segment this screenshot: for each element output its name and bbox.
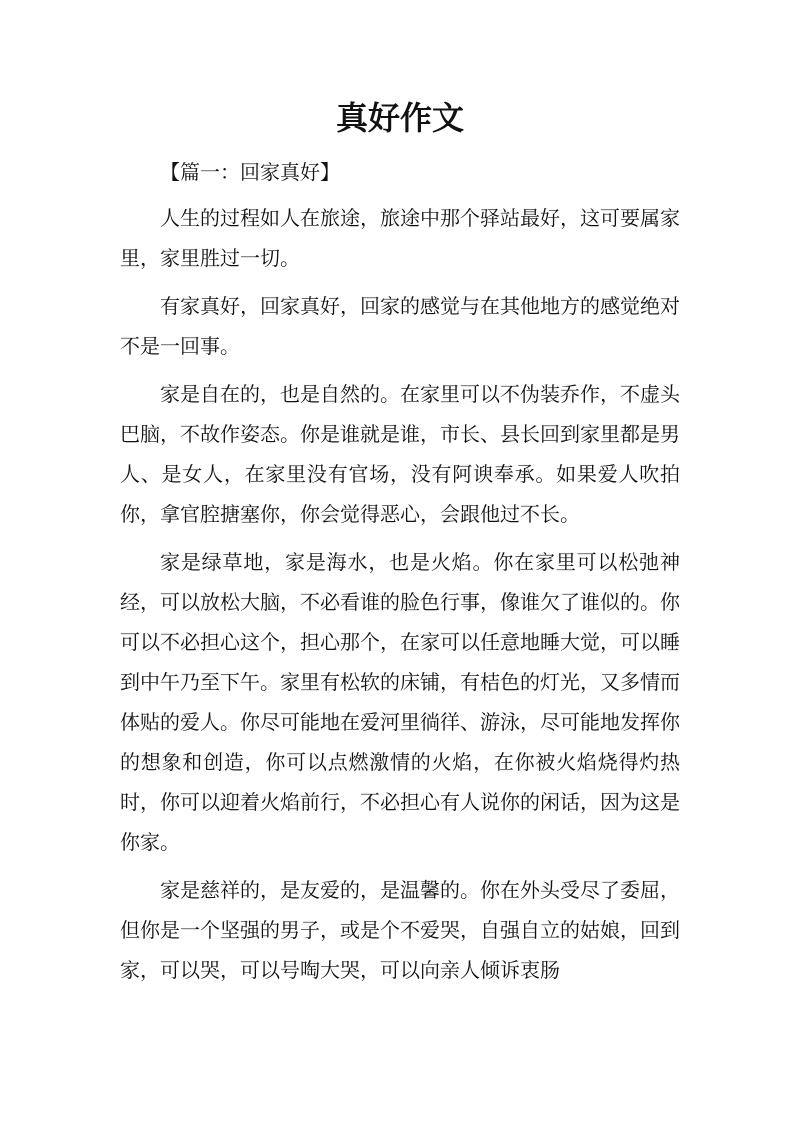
paragraph-3: 家是自在的，也是自然的。在家里可以不伪装乔作，不虚头巴脑，不故作姿态。你是谁就是谁，市长、县长回到家里都是男人、是女人，在家里没有官场，没有阿谀奉承。如果爱人吹拍你，拿官腔搪塞你，你会觉得恶心，会跟他过不长。 [120,382,680,526]
paragraph-4: 家是绿草地，家是海水，也是火焰。你在家里可以松弛神经，可以放松大脑，不必看谁的脸色行事，像谁欠了谁似的。你可以不必担心这个，担心那个，在家可以任意地睡大觉，可以睡到中午乃至下午。家里有松软的床铺，有桔色的灯光，又多情而体贴的爱人。你尽可能地在爱河里徜徉、游泳，尽可能地发挥你的想象和创造，你可以点燃激情的火焰，在你被火焰烧得灼热时，你可以迎着火焰前行，不必担心有人说你的闲话，因为这是你家。 [120,550,680,854]
document-page [120,0,680,1131]
section-heading: 【篇一：回家真好】 [160,160,340,184]
paragraph-1: 人生的过程如人在旅途，旅途中那个驿站最好，这可要属家里，家里胜过一切。 [120,206,680,270]
paragraph-5: 家是慈祥的，是友爱的，是温馨的。你在外头受尽了委屈，但你是一个坚强的男子，或是个不爱哭，自强自立的姑娘，回到家，可以哭，可以号啕大哭，可以向亲人倾诉衷肠 [120,878,680,982]
document-body [120,152,680,998]
paragraph-2: 有家真好，回家真好，回家的感觉与在其他地方的感觉绝对不是一回事。 [120,294,680,358]
document-title: 真好作文 [335,99,464,137]
